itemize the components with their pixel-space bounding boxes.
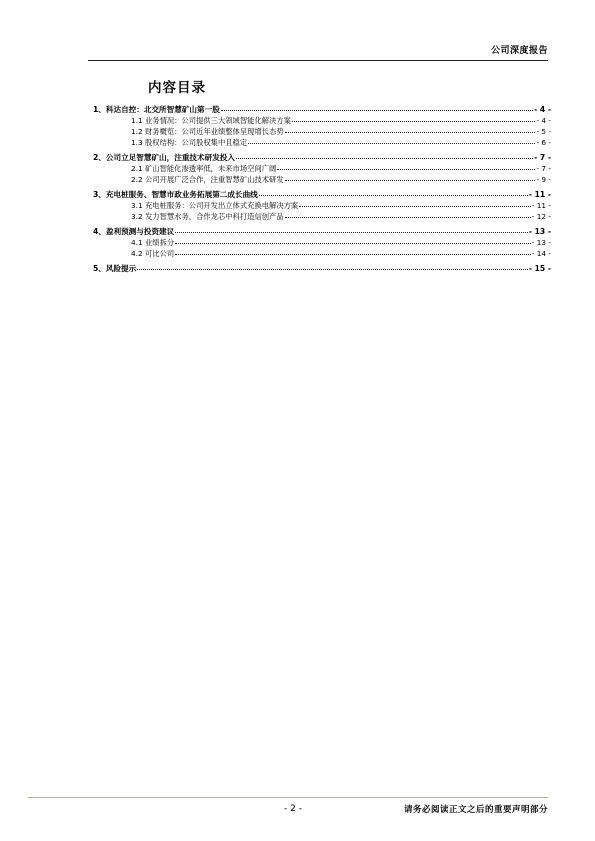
toc-section-entry[interactable] xyxy=(93,226,551,237)
toc-leader-dots xyxy=(292,120,536,122)
toc-entry-title: 盈利预测与投资建议 xyxy=(105,227,175,236)
toc-entry-title: 充电桩服务、智慧市政业务拓展第二成长曲线 xyxy=(105,190,258,199)
toc-entry-number: 2.1 xyxy=(131,164,143,173)
toc-leader-dots xyxy=(175,242,531,244)
header-divider xyxy=(88,60,548,61)
toc-entry-number: 2、 xyxy=(93,153,106,162)
toc-entry-number: 3.2 xyxy=(131,212,143,221)
toc-entry-title: 科达自控：北交所智慧矿山第一股 xyxy=(105,105,220,114)
toc-entry-number: 2.2 xyxy=(131,175,143,184)
toc-leader-dots xyxy=(285,131,536,133)
toc-leader-dots xyxy=(259,194,528,196)
toc-subsection-entry[interactable] xyxy=(93,237,551,248)
toc-subsection-entry[interactable] xyxy=(93,248,551,259)
toc-title: 内容目录 xyxy=(148,80,206,96)
toc-subsection-entry[interactable] xyxy=(93,174,551,185)
page-number: - 2 - xyxy=(284,804,302,814)
toc-entry-page: - 4 - xyxy=(534,105,551,114)
toc-section-entry[interactable] xyxy=(93,152,551,163)
toc-entry-title: 股权结构：公司股权集中且稳定 xyxy=(145,138,248,147)
toc-entry-page: - 13 - xyxy=(531,238,551,247)
disclaimer-note: 请务必阅读正文之后的重要声明部分 xyxy=(403,805,548,815)
toc-entry-title: 业务情况：公司提供三大领域智能化解决方案 xyxy=(145,116,291,125)
toc-subsection-entry[interactable] xyxy=(93,200,551,211)
toc-entry-title: 充电桩服务：公司开发出立体式充换电解决方案 xyxy=(145,201,299,210)
toc-leader-dots xyxy=(248,142,535,144)
toc-entry-page: - 15 - xyxy=(528,264,551,273)
toc-leader-dots xyxy=(277,168,535,170)
toc-entry-number: 1、 xyxy=(93,105,106,114)
toc-leader-dots xyxy=(236,157,533,159)
toc-subsection-entry[interactable] xyxy=(93,137,551,148)
toc-subsection-entry[interactable] xyxy=(93,115,551,126)
toc-entry-number: 3、 xyxy=(93,190,106,199)
toc-leader-dots xyxy=(175,253,531,255)
toc-entry-page: - 14 - xyxy=(531,249,551,258)
toc-entry-number: 3.1 xyxy=(131,201,143,210)
toc-entry-number: 4.1 xyxy=(131,238,143,247)
toc-entry-page: - 11 - xyxy=(528,190,551,199)
toc-entry-number: 4.2 xyxy=(131,249,143,258)
toc-entry-title: 风险提示 xyxy=(105,264,137,273)
toc-entry-title: 财务概览：公司近年业绩整体呈现增长态势 xyxy=(145,127,284,136)
toc-entry-number: 1.2 xyxy=(131,127,143,136)
toc-leader-dots xyxy=(285,216,531,218)
toc-entry-title: 公司开展广泛合作，注重智慧矿山技术研发 xyxy=(145,175,284,184)
toc-entry-page: - 4 - xyxy=(536,116,551,125)
toc-leader-dots xyxy=(221,109,533,111)
toc-entry-page: - 7 - xyxy=(536,164,551,173)
toc-entry-title: 矿山智能化渗透率低，未来市场空间广阔 xyxy=(145,164,277,173)
toc-entry-page: - 13 - xyxy=(528,227,551,236)
report-type-label: 公司深度报告 xyxy=(490,46,548,56)
toc-leader-dots xyxy=(299,205,531,207)
toc-subsection-entry[interactable] xyxy=(93,163,551,174)
toc-section-entry[interactable] xyxy=(93,104,551,115)
toc-leader-dots xyxy=(175,231,528,233)
footer-divider xyxy=(28,797,548,798)
toc-entry-number: 5、 xyxy=(93,264,106,273)
toc-entry-number: 1.1 xyxy=(131,116,143,125)
toc-entry-page: - 12 - xyxy=(531,212,551,221)
toc-entry-title: 公司立足智慧矿山，注重技术研发投入 xyxy=(105,153,235,162)
toc-entry-number: 4、 xyxy=(93,227,106,236)
toc-section-entry[interactable] xyxy=(93,189,551,200)
toc-entry-page: - 5 - xyxy=(536,127,551,136)
toc-entry-number: 1.3 xyxy=(131,138,143,147)
toc-subsection-entry[interactable] xyxy=(93,126,551,137)
toc-entry-title: 业绩拆分 xyxy=(145,238,175,247)
toc-entry-page: - 11 - xyxy=(531,201,551,210)
toc-entry-page: - 6 - xyxy=(536,138,551,147)
toc-leader-dots xyxy=(285,179,536,181)
toc-subsection-entry[interactable] xyxy=(93,211,551,222)
toc-section-entry[interactable] xyxy=(93,263,551,274)
toc-entry-title: 发力智慧水务，合作龙芯中科打造信创产品 xyxy=(145,212,284,221)
table-of-contents xyxy=(93,104,551,274)
toc-entry-page: - 7 - xyxy=(534,153,551,162)
toc-entry-page: - 9 - xyxy=(536,175,551,184)
toc-leader-dots xyxy=(137,268,528,270)
toc-entry-title: 可比公司 xyxy=(145,249,175,258)
